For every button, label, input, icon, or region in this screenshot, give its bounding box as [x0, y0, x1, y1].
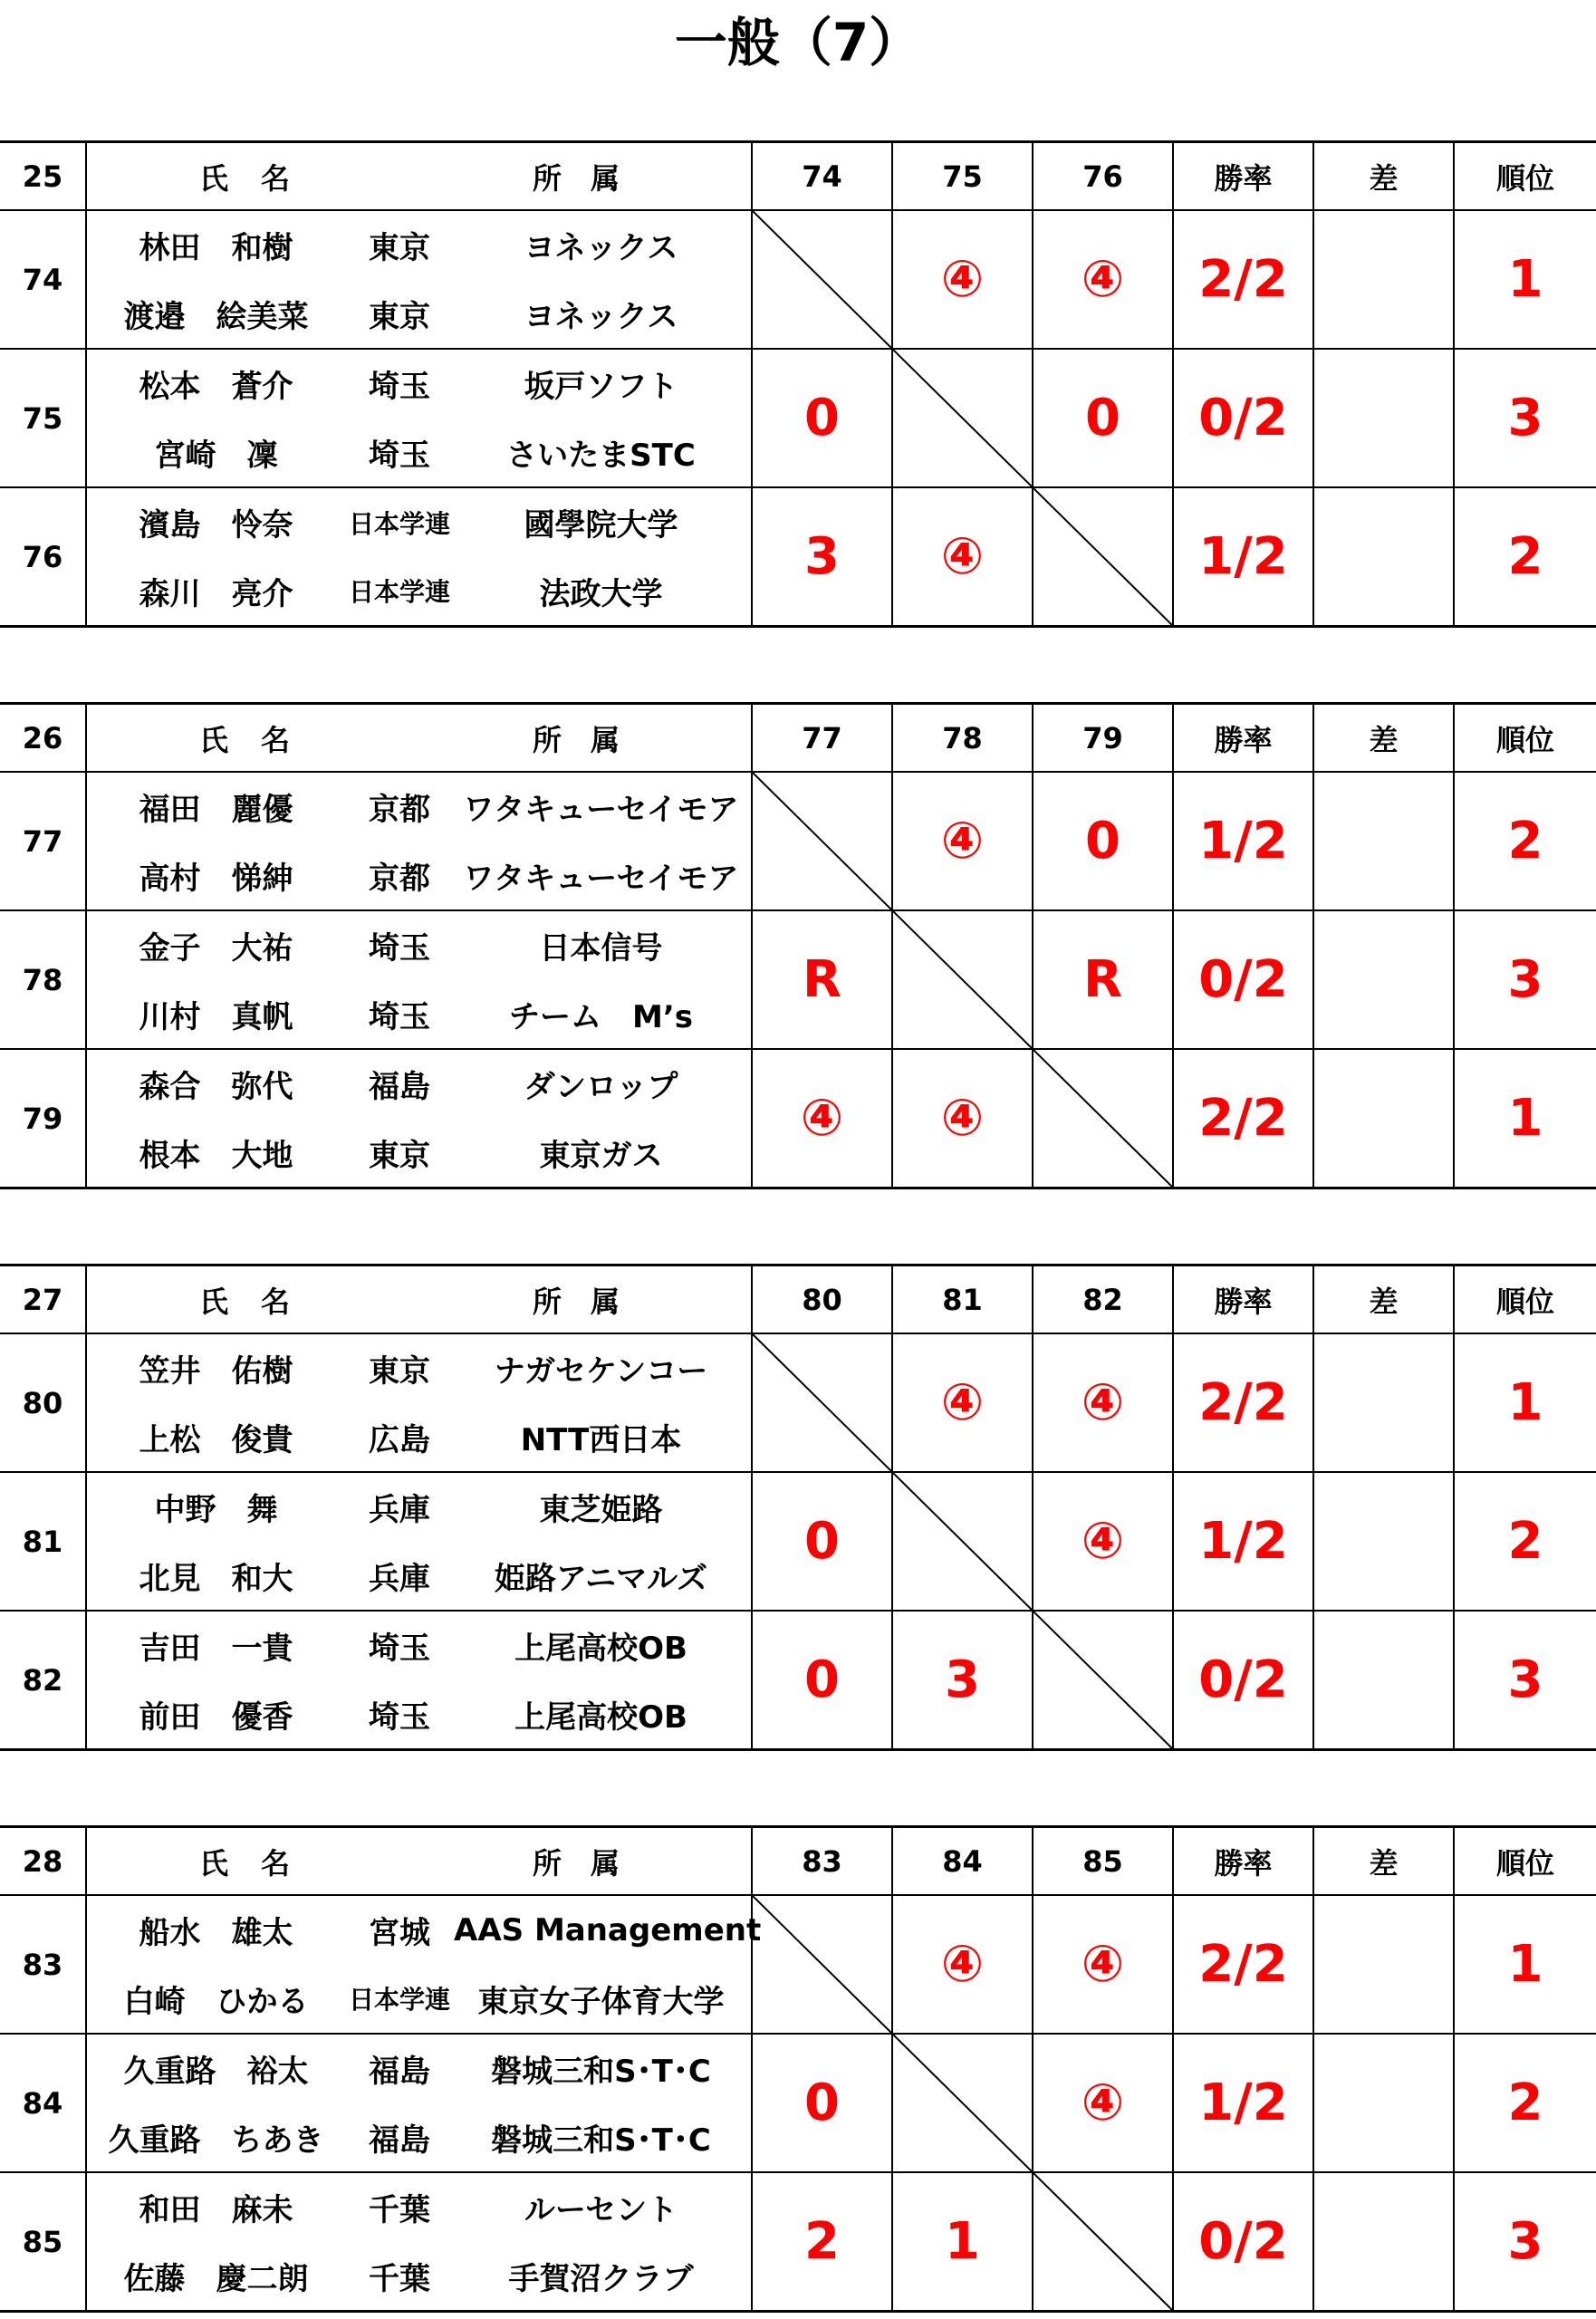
- diagonal-line: [1034, 2173, 1172, 2310]
- point-diff: [1313, 1049, 1454, 1188]
- player-entry: [87, 1680, 751, 1748]
- self-match-diagonal: [892, 349, 1033, 487]
- win-rate: 2/2: [1173, 1895, 1313, 2034]
- pair-players: [86, 210, 752, 349]
- name-affiliation-header: [86, 1265, 752, 1334]
- rank-header: 順位: [1454, 704, 1596, 773]
- player-entry: [87, 1119, 751, 1187]
- rank-header: 順位: [1454, 1827, 1596, 1896]
- player-entry: [87, 773, 751, 841]
- player-prefecture: 広島: [369, 1421, 430, 1458]
- player-name: 白崎 ひかる: [123, 1983, 309, 2020]
- header-row: [0, 704, 1596, 773]
- name-header: 氏 名: [198, 1284, 292, 1319]
- player-entry: [87, 1965, 751, 2033]
- player-name: 松本 蒼介: [139, 369, 293, 406]
- player-entry: [87, 1403, 751, 1471]
- league-group: [0, 702, 1596, 1189]
- self-match-diagonal: [1033, 1049, 1173, 1188]
- rank: 1: [1454, 210, 1596, 349]
- header-row: [0, 1827, 1596, 1896]
- self-match-diagonal: [752, 210, 892, 349]
- point-diff: [1313, 210, 1454, 349]
- pair-row: [0, 1611, 1596, 1750]
- player-name: 久重路 ちあき: [108, 2122, 324, 2159]
- match-result: 0: [752, 349, 892, 487]
- opponent-column-header: 74: [752, 142, 892, 211]
- player-affiliation: ワタキューセイモア: [463, 792, 739, 829]
- diagonal-line: [1034, 1612, 1172, 1748]
- player-name: 金子 大祐: [139, 930, 293, 967]
- pair-row: [0, 1333, 1596, 1472]
- self-match-diagonal: [892, 2034, 1033, 2172]
- point-diff: [1313, 2034, 1454, 2172]
- player-prefecture: 東京: [369, 298, 430, 335]
- match-result: ④: [892, 1049, 1033, 1188]
- rank: 3: [1454, 910, 1596, 1049]
- player-entry: [87, 2242, 751, 2310]
- win-rate: 2/2: [1173, 1049, 1313, 1188]
- match-result: ④: [1033, 1333, 1173, 1472]
- opponent-column-header: 79: [1033, 704, 1173, 773]
- pair-id: 77: [0, 772, 86, 910]
- player-affiliation: さいたまSTC: [506, 437, 696, 474]
- point-diff: [1313, 1472, 1454, 1611]
- pair-id: 76: [0, 487, 86, 627]
- player-prefecture: 宮城: [369, 1915, 430, 1952]
- pair-players: [86, 2034, 752, 2172]
- player-affiliation: 上尾高校OB: [514, 1698, 687, 1736]
- league-table: [0, 702, 1596, 1189]
- diagonal-line: [893, 2035, 1032, 2171]
- pair-id: 80: [0, 1333, 86, 1472]
- group-number: 25: [0, 142, 86, 211]
- pair-row: [0, 349, 1596, 487]
- diagonal-line: [1034, 1050, 1172, 1187]
- name-header: 氏 名: [198, 1845, 292, 1881]
- self-match-diagonal: [752, 1333, 892, 1472]
- player-prefecture: 兵庫: [369, 1492, 430, 1529]
- pair-players: [86, 1049, 752, 1188]
- match-result: ④: [1033, 210, 1173, 349]
- player-name: 和田 麻未: [139, 2192, 293, 2229]
- match-result: 0: [1033, 772, 1173, 910]
- player-prefecture: 福島: [369, 2054, 430, 2091]
- player-name: 北見 和大: [139, 1560, 293, 1597]
- player-prefecture: 千葉: [369, 2192, 430, 2229]
- win-rate: 1/2: [1173, 1472, 1313, 1611]
- match-result: 3: [752, 487, 892, 627]
- player-name: 前田 優香: [139, 1698, 293, 1736]
- player-name: 中野 舞: [154, 1492, 278, 1529]
- pair-row: [0, 1472, 1596, 1611]
- opponent-column-header: 80: [752, 1265, 892, 1334]
- pair-id: 84: [0, 2034, 86, 2172]
- header-row: [0, 142, 1596, 211]
- player-prefecture: 埼玉: [369, 369, 430, 406]
- player-prefecture: 東京: [369, 1353, 430, 1390]
- self-match-diagonal: [1033, 1611, 1173, 1750]
- player-affiliation: ナガセケンコー: [494, 1353, 708, 1390]
- league-group: [0, 1264, 1596, 1751]
- diagonal-line: [893, 911, 1032, 1048]
- group-number: 26: [0, 704, 86, 773]
- win-rate: 1/2: [1173, 772, 1313, 910]
- player-entry: [87, 1334, 751, 1402]
- match-result: ④: [892, 1333, 1033, 1472]
- player-affiliation: 日本信号: [539, 930, 663, 967]
- win-rate-header: 勝率: [1173, 704, 1313, 773]
- self-match-diagonal: [1033, 487, 1173, 627]
- point-diff: [1313, 772, 1454, 910]
- diff-header: 差: [1313, 142, 1454, 211]
- player-entry: [87, 911, 751, 979]
- match-result: 0: [752, 1611, 892, 1750]
- affiliation-header: 所 属: [532, 160, 620, 196]
- pair-row: [0, 1049, 1596, 1188]
- player-entry: [87, 980, 751, 1048]
- pair-players: [86, 487, 752, 627]
- match-result: 2: [752, 2172, 892, 2312]
- match-result: 1: [892, 2172, 1033, 2312]
- player-affiliation: 上尾高校OB: [514, 1631, 687, 1668]
- opponent-column-header: 81: [892, 1265, 1033, 1334]
- win-rate-header: 勝率: [1173, 1827, 1313, 1896]
- match-result: ④: [892, 1895, 1033, 2034]
- point-diff: [1313, 1611, 1454, 1750]
- pair-players: [86, 2172, 752, 2312]
- pair-id: 79: [0, 1049, 86, 1188]
- opponent-column-header: 85: [1033, 1827, 1173, 1896]
- diff-header: 差: [1313, 1265, 1454, 1334]
- league-table: [0, 1825, 1596, 2313]
- player-entry: [87, 2173, 751, 2241]
- rank: 1: [1454, 1049, 1596, 1188]
- player-prefecture: 埼玉: [369, 437, 430, 474]
- player-entry: [87, 1473, 751, 1541]
- point-diff: [1313, 349, 1454, 487]
- player-name: 森川 亮介: [139, 575, 293, 612]
- match-result: 0: [1033, 349, 1173, 487]
- win-rate: 2/2: [1173, 210, 1313, 349]
- player-entry: [87, 1896, 762, 1964]
- name-affiliation-header: [86, 142, 752, 211]
- group-number: 28: [0, 1827, 86, 1896]
- player-name: 宮崎 凜: [154, 437, 278, 474]
- player-affiliation: 國學院大学: [524, 507, 678, 544]
- pair-id: 78: [0, 910, 86, 1049]
- player-entry: [87, 2035, 751, 2102]
- player-prefecture: 京都: [369, 792, 430, 829]
- pair-id: 83: [0, 1895, 86, 2034]
- match-result: 3: [892, 1611, 1033, 1750]
- pair-players: [86, 1472, 752, 1611]
- player-prefecture: 埼玉: [369, 930, 430, 967]
- player-prefecture: 兵庫: [369, 1560, 430, 1597]
- win-rate-header: 勝率: [1173, 1265, 1313, 1334]
- rank-header: 順位: [1454, 1265, 1596, 1334]
- player-prefecture: 福島: [369, 2122, 430, 2159]
- win-rate: 0/2: [1173, 910, 1313, 1049]
- player-entry: [87, 842, 751, 909]
- diff-header: 差: [1313, 704, 1454, 773]
- player-name: 濱島 怜奈: [139, 507, 293, 544]
- opponent-column-header: 77: [752, 704, 892, 773]
- rank: 3: [1454, 2172, 1596, 2312]
- league-group: [0, 1825, 1596, 2313]
- name-affiliation-header: [86, 704, 752, 773]
- rank: 2: [1454, 772, 1596, 910]
- pair-id: 85: [0, 2172, 86, 2312]
- opponent-column-header: 83: [752, 1827, 892, 1896]
- pair-id: 74: [0, 210, 86, 349]
- match-result: ④: [1033, 2034, 1173, 2172]
- player-entry: [87, 280, 751, 348]
- player-affiliation: 姫路アニマルズ: [494, 1560, 708, 1597]
- pair-players: [86, 910, 752, 1049]
- match-result: ④: [892, 210, 1033, 349]
- player-affiliation: ヨネックス: [524, 298, 678, 335]
- diagonal-line: [893, 1473, 1032, 1610]
- player-affiliation: AAS Management: [454, 1911, 762, 1949]
- player-affiliation: 東京女子体育大学: [477, 1983, 725, 2020]
- pair-row: [0, 772, 1596, 910]
- pair-players: [86, 1895, 762, 2034]
- win-rate: 2/2: [1173, 1333, 1313, 1472]
- player-prefecture: 埼玉: [369, 1631, 430, 1668]
- player-affiliation: チーム M’s: [509, 998, 693, 1035]
- rank: 3: [1454, 1611, 1596, 1750]
- league-table: [0, 1264, 1596, 1751]
- player-prefecture: 東京: [369, 1137, 430, 1174]
- player-name: 渡邉 絵美菜: [123, 298, 309, 335]
- opponent-column-header: 78: [892, 704, 1033, 773]
- pair-id: 82: [0, 1611, 86, 1750]
- diagonal-line: [753, 1334, 891, 1471]
- name-header: 氏 名: [198, 722, 292, 757]
- player-entry: [87, 488, 751, 556]
- point-diff: [1313, 2172, 1454, 2312]
- self-match-diagonal: [1033, 2172, 1173, 2312]
- win-rate-header: 勝率: [1173, 142, 1313, 211]
- player-prefecture: 福島: [369, 1069, 430, 1106]
- pair-row: [0, 1895, 1596, 2034]
- player-affiliation: 東京ガス: [539, 1137, 663, 1174]
- rank: 1: [1454, 1333, 1596, 1472]
- rank: 2: [1454, 2034, 1596, 2172]
- rank: 1: [1454, 1895, 1596, 2034]
- group-number: 27: [0, 1265, 86, 1334]
- self-match-diagonal: [752, 1895, 892, 2034]
- opponent-column-header: 82: [1033, 1265, 1173, 1334]
- player-prefecture: 日本学連: [348, 577, 450, 608]
- diagonal-line: [753, 1896, 891, 2033]
- player-name: 根本 大地: [139, 1137, 293, 1174]
- pair-players: [86, 349, 752, 487]
- pair-row: [0, 210, 1596, 349]
- player-affiliation: 坂戸ソフト: [524, 369, 678, 406]
- win-rate: 0/2: [1173, 2172, 1313, 2312]
- player-entry: [87, 2103, 751, 2171]
- rank: 3: [1454, 349, 1596, 487]
- player-affiliation: 磐城三和S･T･C: [491, 2122, 711, 2159]
- player-entry: [87, 1612, 751, 1679]
- match-result: R: [752, 910, 892, 1049]
- pair-id: 75: [0, 349, 86, 487]
- league-table: [0, 140, 1596, 628]
- player-prefecture: 埼玉: [369, 1698, 430, 1736]
- player-name: 川村 真帆: [139, 998, 293, 1035]
- player-affiliation: ルーセント: [524, 2192, 678, 2229]
- rank: 2: [1454, 487, 1596, 627]
- pair-players: [86, 772, 752, 910]
- player-affiliation: 磐城三和S･T･C: [491, 2054, 711, 2091]
- point-diff: [1313, 487, 1454, 627]
- pair-row: [0, 910, 1596, 1049]
- diagonal-line: [893, 350, 1032, 486]
- win-rate: 0/2: [1173, 1611, 1313, 1750]
- match-result: R: [1033, 910, 1173, 1049]
- player-entry: [87, 419, 751, 486]
- league-group: [0, 140, 1596, 628]
- affiliation-header: 所 属: [532, 1284, 620, 1319]
- self-match-diagonal: [892, 910, 1033, 1049]
- match-result: ④: [1033, 1472, 1173, 1611]
- player-name: 吉田 一貴: [139, 1631, 293, 1668]
- player-prefecture: 日本学連: [348, 508, 450, 539]
- match-result: ④: [752, 1049, 892, 1188]
- player-entry: [87, 350, 751, 418]
- win-rate: 1/2: [1173, 2034, 1313, 2172]
- player-entry: [87, 211, 751, 279]
- self-match-diagonal: [752, 772, 892, 910]
- pair-row: [0, 2034, 1596, 2172]
- player-prefecture: 千葉: [369, 2260, 430, 2297]
- player-affiliation: 手賀沼クラブ: [508, 2260, 694, 2297]
- player-prefecture: 埼玉: [369, 998, 430, 1035]
- point-diff: [1313, 1333, 1454, 1472]
- player-prefecture: 東京: [369, 230, 430, 267]
- affiliation-header: 所 属: [532, 1845, 620, 1881]
- player-name: 久重路 裕太: [123, 2054, 309, 2091]
- player-name: 船水 雄太: [139, 1915, 293, 1952]
- diagonal-line: [753, 773, 891, 909]
- match-result: ④: [1033, 1895, 1173, 2034]
- player-prefecture: 日本学連: [348, 1985, 450, 2016]
- diff-header: 差: [1313, 1827, 1454, 1896]
- pair-id: 81: [0, 1472, 86, 1611]
- win-rate: 1/2: [1173, 487, 1313, 627]
- player-name: 福田 麗優: [139, 792, 293, 829]
- pair-players: [86, 1333, 752, 1472]
- diagonal-line: [753, 211, 891, 348]
- player-affiliation: 法政大学: [539, 575, 663, 612]
- diagonal-line: [1034, 488, 1172, 625]
- point-diff: [1313, 1895, 1454, 2034]
- match-result: ④: [892, 487, 1033, 627]
- self-match-diagonal: [892, 1472, 1033, 1611]
- opponent-column-header: 75: [892, 142, 1033, 211]
- match-result: 0: [752, 1472, 892, 1611]
- point-diff: [1313, 910, 1454, 1049]
- player-entry: [87, 1542, 751, 1610]
- player-affiliation: 東芝姫路: [539, 1492, 663, 1529]
- player-affiliation: ダンロップ: [524, 1069, 678, 1106]
- header-row: [0, 1265, 1596, 1334]
- match-result: 0: [752, 2034, 892, 2172]
- player-entry: [87, 557, 751, 625]
- player-affiliation: ワタキューセイモア: [463, 860, 739, 897]
- player-name: 林田 和樹: [139, 230, 293, 267]
- opponent-column-header: 76: [1033, 142, 1173, 211]
- pair-row: [0, 2172, 1596, 2312]
- rank-header: 順位: [1454, 142, 1596, 211]
- affiliation-header: 所 属: [532, 722, 620, 757]
- player-entry: [87, 1050, 751, 1118]
- opponent-column-header: 84: [892, 1827, 1033, 1896]
- player-name: 上松 俊貴: [139, 1421, 293, 1458]
- rank: 2: [1454, 1472, 1596, 1611]
- player-prefecture: 京都: [369, 860, 430, 897]
- page-title: 一般（7）: [674, 12, 922, 73]
- name-affiliation-header: [86, 1827, 752, 1896]
- pair-row: [0, 487, 1596, 627]
- player-affiliation: ヨネックス: [524, 230, 678, 267]
- player-name: 佐藤 慶二朗: [123, 2260, 309, 2297]
- match-result: ④: [892, 772, 1033, 910]
- win-rate: 0/2: [1173, 349, 1313, 487]
- name-header: 氏 名: [198, 160, 292, 196]
- player-name: 笠井 佑樹: [139, 1353, 293, 1390]
- player-name: 森合 弥代: [139, 1069, 293, 1106]
- player-name: 高村 悌紳: [139, 860, 293, 897]
- player-affiliation: NTT西日本: [520, 1421, 682, 1458]
- pair-players: [86, 1611, 752, 1750]
